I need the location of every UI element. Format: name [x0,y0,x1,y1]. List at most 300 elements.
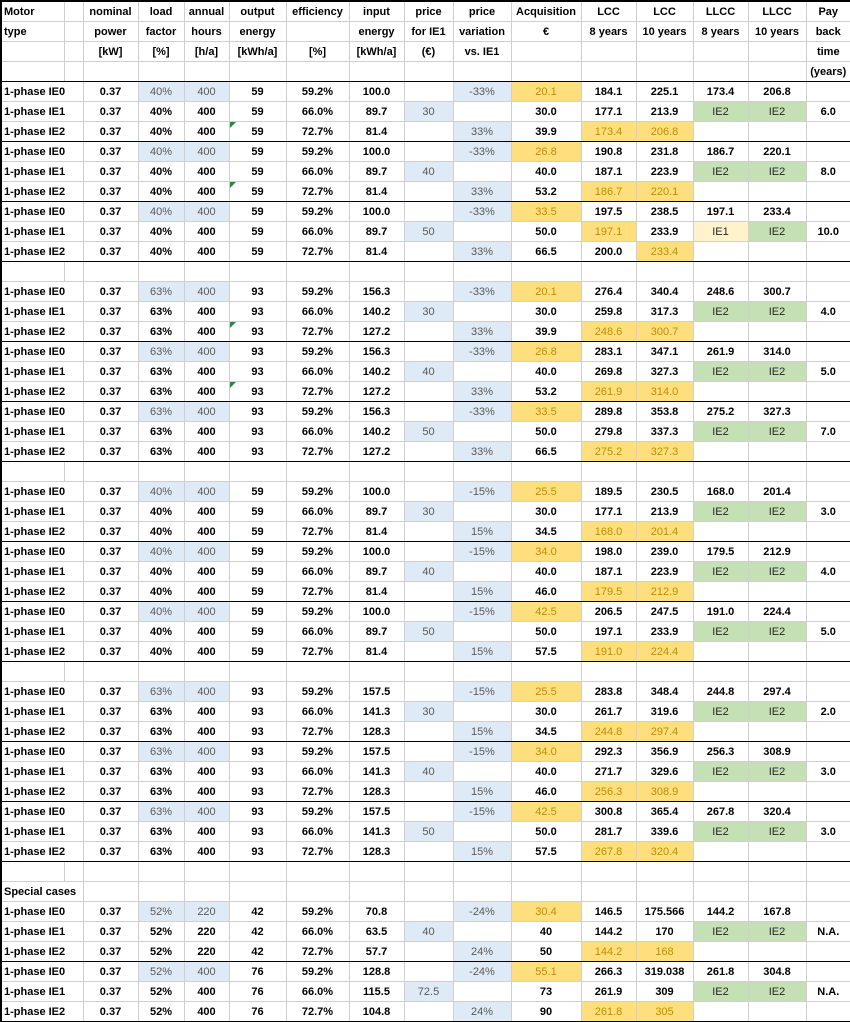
cell-annual-hours[interactable] [184,282,229,302]
cell-payback-time[interactable] [806,762,850,782]
cell-llcc-8-years[interactable] [693,862,748,882]
header-motor-type[interactable] [64,1,83,22]
cell-nominal-power[interactable] [83,682,138,702]
cell-load-factor[interactable] [138,382,184,402]
cell-lcc-8-years[interactable] [581,642,636,662]
cell-output-energy[interactable] [229,462,286,482]
cell-price-for-ie1[interactable] [404,562,453,582]
cell-price-variation[interactable] [453,402,511,422]
header-llcc-10-years[interactable] [748,22,806,42]
cell-motor-type[interactable] [1,122,83,142]
cell-acquisition[interactable] [511,162,581,182]
cell-price-for-ie1[interactable] [404,242,453,262]
cell-load-factor[interactable] [138,822,184,842]
cell-lcc-10-years[interactable] [636,1002,693,1022]
cell-price-variation[interactable] [453,462,511,482]
cell-price-variation[interactable] [453,102,511,122]
cell-nominal-power[interactable] [83,322,138,342]
cell-llcc-10-years[interactable] [748,722,806,742]
cell-efficiency[interactable] [286,102,349,122]
cell-price-variation[interactable] [453,162,511,182]
cell-efficiency[interactable] [286,622,349,642]
cell-llcc-8-years[interactable] [693,262,748,282]
cell-price-for-ie1[interactable] [404,782,453,802]
cell-output-energy[interactable] [229,282,286,302]
cell-load-factor[interactable] [138,922,184,942]
cell-lcc-10-years[interactable] [636,682,693,702]
cell-price-variation[interactable] [453,422,511,442]
cell-payback-time[interactable] [806,922,850,942]
cell-output-energy[interactable] [229,482,286,502]
cell-efficiency[interactable] [286,182,349,202]
cell-annual-hours[interactable] [184,402,229,422]
cell-llcc-10-years[interactable] [748,142,806,162]
cell-motor-type[interactable] [1,622,83,642]
cell-annual-hours[interactable] [184,822,229,842]
cell-nominal-power[interactable] [83,542,138,562]
cell-lcc-8-years[interactable] [581,802,636,822]
cell-input-energy[interactable] [349,882,404,902]
cell-efficiency[interactable] [286,122,349,142]
cell-annual-hours[interactable] [184,922,229,942]
cell-annual-hours[interactable] [184,302,229,322]
cell-llcc-8-years[interactable] [693,662,748,682]
cell-llcc-8-years[interactable] [693,802,748,822]
header-lcc-8-years[interactable] [581,22,636,42]
cell-motor-type[interactable] [1,462,64,482]
cell-annual-hours[interactable] [184,642,229,662]
cell-motor-type[interactable] [1,162,83,182]
cell-llcc-8-years[interactable] [693,382,748,402]
cell-price-for-ie1[interactable] [404,582,453,602]
cell-output-energy[interactable] [229,242,286,262]
cell-acquisition[interactable] [511,382,581,402]
header-annual-hours[interactable] [184,62,229,82]
cell-lcc-8-years[interactable] [581,402,636,422]
cell-lcc-8-years[interactable] [581,302,636,322]
cell-payback-time[interactable] [806,702,850,722]
cell-payback-time[interactable] [806,522,850,542]
cell-llcc-10-years[interactable] [748,762,806,782]
cell-llcc-8-years[interactable] [693,362,748,382]
cell-efficiency[interactable] [286,742,349,762]
cell-annual-hours[interactable] [184,482,229,502]
cell-output-energy[interactable] [229,922,286,942]
cell-lcc-8-years[interactable] [581,342,636,362]
cell-annual-hours[interactable] [184,242,229,262]
cell-lcc-8-years[interactable] [581,282,636,302]
cell-llcc-10-years[interactable] [748,902,806,922]
cell-nominal-power[interactable] [83,302,138,322]
cell-lcc-10-years[interactable] [636,642,693,662]
cell-price-variation[interactable] [453,382,511,402]
cell-lcc-8-years[interactable] [581,182,636,202]
cell-nominal-power[interactable] [83,182,138,202]
cell-output-energy[interactable] [229,602,286,622]
cell-llcc-8-years[interactable] [693,202,748,222]
cell-annual-hours[interactable] [184,462,229,482]
cell-payback-time[interactable] [806,182,850,202]
cell-llcc-10-years[interactable] [748,302,806,322]
cell-lcc-10-years[interactable] [636,582,693,602]
cell-load-factor[interactable] [138,182,184,202]
cell-acquisition[interactable] [511,722,581,742]
cell-annual-hours[interactable] [184,982,229,1002]
cell-llcc-8-years[interactable] [693,882,748,902]
cell-load-factor[interactable] [138,282,184,302]
cell-lcc-10-years[interactable] [636,862,693,882]
header-motor-type[interactable] [1,42,64,62]
cell-output-energy[interactable] [229,882,286,902]
cell-motor-type[interactable] [1,662,64,682]
cell-payback-time[interactable] [806,842,850,862]
cell-output-energy[interactable] [229,82,286,102]
cell-price-variation[interactable] [453,202,511,222]
cell-annual-hours[interactable] [184,122,229,142]
cell-llcc-10-years[interactable] [748,982,806,1002]
cell-llcc-10-years[interactable] [748,522,806,542]
cell-motor-type[interactable] [1,782,83,802]
cell-price-for-ie1[interactable] [404,442,453,462]
cell-input-energy[interactable] [349,82,404,102]
cell-input-energy[interactable] [349,242,404,262]
cell-output-energy[interactable] [229,302,286,322]
cell-motor-type[interactable] [64,662,83,682]
cell-payback-time[interactable] [806,422,850,442]
cell-lcc-10-years[interactable] [636,362,693,382]
cell-llcc-10-years[interactable] [748,262,806,282]
cell-acquisition[interactable] [511,102,581,122]
cell-payback-time[interactable] [806,102,850,122]
cell-lcc-10-years[interactable] [636,502,693,522]
header-lcc-10-years[interactable] [636,22,693,42]
cell-price-variation[interactable] [453,622,511,642]
cell-price-variation[interactable] [453,602,511,622]
cell-payback-time[interactable] [806,122,850,142]
cell-price-variation[interactable] [453,682,511,702]
cell-llcc-10-years[interactable] [748,322,806,342]
cell-acquisition[interactable] [511,622,581,642]
cell-efficiency[interactable] [286,882,349,902]
cell-acquisition[interactable] [511,262,581,282]
cell-motor-type[interactable] [1,642,83,662]
cell-lcc-8-years[interactable] [581,1002,636,1022]
cell-annual-hours[interactable] [184,162,229,182]
cell-acquisition[interactable] [511,662,581,682]
cell-motor-type[interactable] [1,762,83,782]
cell-llcc-8-years[interactable] [693,542,748,562]
cell-annual-hours[interactable] [184,182,229,202]
header-llcc-10-years[interactable] [748,1,806,22]
cell-input-energy[interactable] [349,802,404,822]
header-price-for-ie1[interactable] [404,1,453,22]
cell-load-factor[interactable] [138,742,184,762]
cell-payback-time[interactable] [806,662,850,682]
header-output-energy[interactable] [229,22,286,42]
cell-output-energy[interactable] [229,422,286,442]
cell-output-energy[interactable] [229,762,286,782]
cell-motor-type[interactable] [1,102,83,122]
cell-llcc-8-years[interactable] [693,142,748,162]
cell-price-variation[interactable] [453,862,511,882]
cell-acquisition[interactable] [511,762,581,782]
header-payback-time[interactable] [806,62,850,82]
cell-llcc-10-years[interactable] [748,882,806,902]
cell-price-variation[interactable] [453,802,511,822]
cell-efficiency[interactable] [286,342,349,362]
cell-annual-hours[interactable] [184,202,229,222]
cell-llcc-8-years[interactable] [693,682,748,702]
cell-payback-time[interactable] [806,642,850,662]
cell-annual-hours[interactable] [184,722,229,742]
cell-llcc-10-years[interactable] [748,482,806,502]
cell-price-variation[interactable] [453,1002,511,1022]
cell-llcc-10-years[interactable] [748,82,806,102]
cell-load-factor[interactable] [138,262,184,282]
header-price-variation[interactable] [453,22,511,42]
cell-motor-type[interactable] [1,962,83,982]
header-nominal-power[interactable] [83,42,138,62]
cell-efficiency[interactable] [286,262,349,282]
cell-payback-time[interactable] [806,882,850,902]
cell-nominal-power[interactable] [83,702,138,722]
cell-output-energy[interactable] [229,622,286,642]
cell-lcc-10-years[interactable] [636,102,693,122]
cell-motor-type[interactable] [1,542,83,562]
header-price-variation[interactable] [453,62,511,82]
cell-motor-type[interactable] [1,282,83,302]
cell-llcc-8-years[interactable] [693,842,748,862]
cell-llcc-10-years[interactable] [748,802,806,822]
cell-input-energy[interactable] [349,982,404,1002]
cell-annual-hours[interactable] [184,502,229,522]
cell-llcc-10-years[interactable] [748,962,806,982]
cell-motor-type[interactable] [64,462,83,482]
cell-output-energy[interactable] [229,682,286,702]
cell-motor-type[interactable] [1,382,83,402]
cell-load-factor[interactable] [138,982,184,1002]
cell-lcc-10-years[interactable] [636,522,693,542]
cell-llcc-8-years[interactable] [693,342,748,362]
cell-acquisition[interactable] [511,322,581,342]
cell-nominal-power[interactable] [83,242,138,262]
cell-efficiency[interactable] [286,802,349,822]
cell-nominal-power[interactable] [83,382,138,402]
cell-llcc-8-years[interactable] [693,442,748,462]
cell-output-energy[interactable] [229,562,286,582]
cell-load-factor[interactable] [138,122,184,142]
cell-lcc-10-years[interactable] [636,942,693,962]
cell-lcc-8-years[interactable] [581,382,636,402]
cell-llcc-8-years[interactable] [693,302,748,322]
cell-acquisition[interactable] [511,442,581,462]
cell-lcc-8-years[interactable] [581,262,636,282]
cell-output-energy[interactable] [229,122,286,142]
cell-price-for-ie1[interactable] [404,362,453,382]
cell-price-for-ie1[interactable] [404,202,453,222]
cell-lcc-8-years[interactable] [581,702,636,722]
cell-annual-hours[interactable] [184,262,229,282]
cell-llcc-10-years[interactable] [748,582,806,602]
header-load-factor[interactable] [138,1,184,22]
header-input-energy[interactable] [349,62,404,82]
cell-payback-time[interactable] [806,822,850,842]
cell-output-energy[interactable] [229,542,286,562]
header-lcc-8-years[interactable] [581,42,636,62]
cell-input-energy[interactable] [349,682,404,702]
cell-nominal-power[interactable] [83,222,138,242]
header-llcc-10-years[interactable] [748,62,806,82]
cell-acquisition[interactable] [511,742,581,762]
cell-price-for-ie1[interactable] [404,622,453,642]
cell-price-for-ie1[interactable] [404,902,453,922]
cell-nominal-power[interactable] [83,922,138,942]
header-load-factor[interactable] [138,42,184,62]
cell-motor-type[interactable] [1,222,83,242]
header-nominal-power[interactable] [83,1,138,22]
cell-input-energy[interactable] [349,182,404,202]
cell-input-energy[interactable] [349,442,404,462]
cell-price-for-ie1[interactable] [404,322,453,342]
cell-annual-hours[interactable] [184,542,229,562]
cell-acquisition[interactable] [511,302,581,322]
cell-price-for-ie1[interactable] [404,302,453,322]
cell-llcc-8-years[interactable] [693,522,748,542]
cell-lcc-10-years[interactable] [636,442,693,462]
cell-acquisition[interactable] [511,982,581,1002]
cell-payback-time[interactable] [806,262,850,282]
header-motor-type[interactable] [64,22,83,42]
cell-acquisition[interactable] [511,562,581,582]
cell-price-variation[interactable] [453,122,511,142]
cell-input-energy[interactable] [349,662,404,682]
header-lcc-10-years[interactable] [636,62,693,82]
cell-annual-hours[interactable] [184,742,229,762]
cell-acquisition[interactable] [511,82,581,102]
cell-load-factor[interactable] [138,342,184,362]
cell-efficiency[interactable] [286,442,349,462]
cell-nominal-power[interactable] [83,262,138,282]
cell-load-factor[interactable] [138,622,184,642]
cell-efficiency[interactable] [286,922,349,942]
cell-acquisition[interactable] [511,482,581,502]
cell-output-energy[interactable] [229,522,286,542]
cell-nominal-power[interactable] [83,522,138,542]
cell-price-for-ie1[interactable] [404,102,453,122]
cell-acquisition[interactable] [511,182,581,202]
cell-price-for-ie1[interactable] [404,282,453,302]
cell-lcc-10-years[interactable] [636,802,693,822]
cell-efficiency[interactable] [286,942,349,962]
cell-lcc-8-years[interactable] [581,762,636,782]
header-lcc-8-years[interactable] [581,62,636,82]
cell-motor-type[interactable] [1,362,83,382]
cell-lcc-8-years[interactable] [581,422,636,442]
cell-input-energy[interactable] [349,342,404,362]
cell-price-variation[interactable] [453,982,511,1002]
cell-llcc-8-years[interactable] [693,182,748,202]
cell-price-variation[interactable] [453,282,511,302]
cell-acquisition[interactable] [511,342,581,362]
cell-llcc-8-years[interactable] [693,722,748,742]
cell-load-factor[interactable] [138,162,184,182]
header-payback-time[interactable] [806,22,850,42]
cell-nominal-power[interactable] [83,162,138,182]
cell-annual-hours[interactable] [184,902,229,922]
cell-payback-time[interactable] [806,742,850,762]
cell-payback-time[interactable] [806,982,850,1002]
header-price-for-ie1[interactable] [404,22,453,42]
cell-lcc-8-years[interactable] [581,822,636,842]
cell-price-for-ie1[interactable] [404,422,453,442]
cell-efficiency[interactable] [286,382,349,402]
cell-motor-type[interactable] [1,942,83,962]
cell-nominal-power[interactable] [83,442,138,462]
cell-acquisition[interactable] [511,942,581,962]
cell-payback-time[interactable] [806,142,850,162]
cell-input-energy[interactable] [349,142,404,162]
cell-llcc-8-years[interactable] [693,222,748,242]
cell-annual-hours[interactable] [184,942,229,962]
cell-input-energy[interactable] [349,1002,404,1022]
cell-price-for-ie1[interactable] [404,642,453,662]
cell-price-variation[interactable] [453,82,511,102]
cell-load-factor[interactable] [138,862,184,882]
cell-lcc-10-years[interactable] [636,922,693,942]
cell-llcc-10-years[interactable] [748,362,806,382]
cell-acquisition[interactable] [511,362,581,382]
cell-output-energy[interactable] [229,982,286,1002]
cell-motor-type[interactable] [1,342,83,362]
cell-efficiency[interactable] [286,302,349,322]
cell-motor-type[interactable] [1,842,83,862]
cell-input-energy[interactable] [349,302,404,322]
cell-lcc-10-years[interactable] [636,722,693,742]
cell-efficiency[interactable] [286,162,349,182]
cell-annual-hours[interactable] [184,442,229,462]
cell-annual-hours[interactable] [184,362,229,382]
cell-input-energy[interactable] [349,162,404,182]
cell-llcc-10-years[interactable] [748,442,806,462]
cell-price-for-ie1[interactable] [404,402,453,422]
cell-llcc-10-years[interactable] [748,502,806,522]
cell-lcc-8-years[interactable] [581,962,636,982]
cell-payback-time[interactable] [806,162,850,182]
cell-acquisition[interactable] [511,882,581,902]
cell-payback-time[interactable] [806,902,850,922]
cell-load-factor[interactable] [138,782,184,802]
cell-price-variation[interactable] [453,842,511,862]
cell-load-factor[interactable] [138,942,184,962]
cell-load-factor[interactable] [138,142,184,162]
cell-acquisition[interactable] [511,422,581,442]
cell-acquisition[interactable] [511,782,581,802]
cell-lcc-8-years[interactable] [581,842,636,862]
cell-payback-time[interactable] [806,682,850,702]
cell-efficiency[interactable] [286,962,349,982]
cell-efficiency[interactable] [286,842,349,862]
cell-acquisition[interactable] [511,922,581,942]
cell-annual-hours[interactable] [184,422,229,442]
cell-input-energy[interactable] [349,582,404,602]
cell-payback-time[interactable] [806,282,850,302]
cell-lcc-10-years[interactable] [636,242,693,262]
cell-efficiency[interactable] [286,682,349,702]
cell-load-factor[interactable] [138,562,184,582]
cell-price-variation[interactable] [453,642,511,662]
cell-acquisition[interactable] [511,822,581,842]
cell-load-factor[interactable] [138,462,184,482]
